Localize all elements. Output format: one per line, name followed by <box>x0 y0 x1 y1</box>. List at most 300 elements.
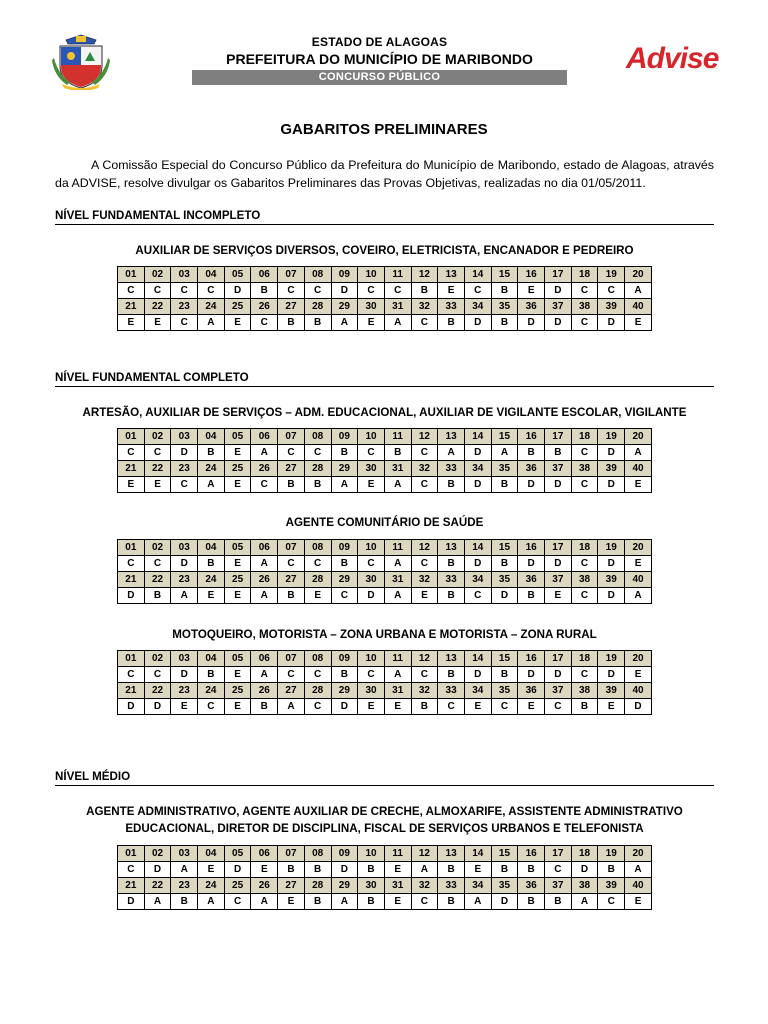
question-number-cell: 06 <box>251 429 278 445</box>
question-number-cell: 12 <box>411 846 438 862</box>
answer-cell: A <box>625 588 652 604</box>
answer-cell: A <box>411 862 438 878</box>
answer-cell: C <box>571 667 598 683</box>
question-number-cell: 21 <box>118 683 145 699</box>
question-number-cell: 09 <box>331 846 358 862</box>
question-number-cell: 16 <box>518 429 545 445</box>
question-number-cell: 39 <box>598 683 625 699</box>
answer-cell: E <box>384 894 411 910</box>
question-number-row <box>118 651 652 667</box>
answer-cell: B <box>198 445 225 461</box>
question-number-cell: 27 <box>278 461 305 477</box>
question-number-cell: 01 <box>118 846 145 862</box>
question-number-cell: 20 <box>625 540 652 556</box>
question-number-cell: 11 <box>384 540 411 556</box>
question-number-cell: 37 <box>545 878 572 894</box>
question-number-cell: 37 <box>545 461 572 477</box>
answer-cell: B <box>438 477 465 493</box>
question-number-cell: 04 <box>198 429 225 445</box>
answer-cell: C <box>598 894 625 910</box>
answer-cell: A <box>331 477 358 493</box>
question-number-cell: 06 <box>251 540 278 556</box>
answer-cell: C <box>571 556 598 572</box>
question-number-cell: 08 <box>304 267 331 283</box>
question-number-cell: 11 <box>384 846 411 862</box>
answer-cell: B <box>518 445 545 461</box>
answer-cell: B <box>491 315 518 331</box>
answer-cell: E <box>198 588 225 604</box>
question-number-cell: 17 <box>545 651 572 667</box>
answer-row <box>118 283 652 299</box>
question-number-cell: 23 <box>171 878 198 894</box>
question-number-cell: 04 <box>198 651 225 667</box>
answer-row <box>118 588 652 604</box>
answer-cell: E <box>224 556 251 572</box>
question-number-cell: 01 <box>118 540 145 556</box>
concurso-banner: CONCURSO PÚBLICO <box>192 70 567 85</box>
answer-cell: D <box>571 862 598 878</box>
answer-cell: B <box>251 699 278 715</box>
answer-cell: A <box>438 445 465 461</box>
answer-cell: C <box>545 862 572 878</box>
answer-cell: A <box>251 556 278 572</box>
question-number-cell: 21 <box>118 461 145 477</box>
answer-cell: C <box>251 477 278 493</box>
question-number-cell: 04 <box>198 846 225 862</box>
question-number-cell: 07 <box>278 651 305 667</box>
answer-cell: C <box>571 477 598 493</box>
answer-cell: C <box>571 283 598 299</box>
group-title: ARTESÃO, AUXILIAR DE SERVIÇOS – ADM. EDUCACIONAL, AUXILIAR DE VIGILANTE ESCOLAR, VIGILANTE <box>82 406 687 419</box>
answer-cell: D <box>224 283 251 299</box>
answer-cell: C <box>118 445 145 461</box>
question-number-cell: 25 <box>224 461 251 477</box>
question-number-cell: 22 <box>144 878 171 894</box>
answer-cell: B <box>331 556 358 572</box>
question-number-cell: 13 <box>438 651 465 667</box>
question-number-cell: 39 <box>598 299 625 315</box>
question-number-cell: 26 <box>251 572 278 588</box>
answer-cell: D <box>464 315 491 331</box>
question-number-cell: 25 <box>224 299 251 315</box>
answer-cell: B <box>491 556 518 572</box>
answer-cell: C <box>171 283 198 299</box>
answer-cell: C <box>304 445 331 461</box>
answer-cell: C <box>384 283 411 299</box>
question-number-cell: 38 <box>571 461 598 477</box>
answer-cell: B <box>491 283 518 299</box>
answer-cell: D <box>171 445 198 461</box>
question-number-cell: 34 <box>464 572 491 588</box>
question-number-cell: 29 <box>331 299 358 315</box>
question-number-cell: 09 <box>331 540 358 556</box>
answer-cell: C <box>411 667 438 683</box>
question-number-cell: 16 <box>518 651 545 667</box>
answer-cell: B <box>438 862 465 878</box>
answer-cell: C <box>304 667 331 683</box>
question-number-cell: 01 <box>118 429 145 445</box>
answer-row <box>118 699 652 715</box>
question-number-cell: 24 <box>198 572 225 588</box>
answer-cell: A <box>331 894 358 910</box>
answer-cell: B <box>198 556 225 572</box>
answer-cell: C <box>304 556 331 572</box>
answer-cell: E <box>144 315 171 331</box>
group-title: MOTOQUEIRO, MOTORISTA – ZONA URBANA E MOTORISTA – ZONA RURAL <box>172 628 597 641</box>
answer-cell: C <box>278 556 305 572</box>
question-number-cell: 18 <box>571 267 598 283</box>
answer-cell: D <box>464 556 491 572</box>
question-number-cell: 26 <box>251 683 278 699</box>
question-number-cell: 31 <box>384 299 411 315</box>
answer-cell: B <box>491 477 518 493</box>
answer-cell: D <box>545 556 572 572</box>
question-number-cell: 19 <box>598 267 625 283</box>
answer-cell: C <box>304 283 331 299</box>
question-number-cell: 26 <box>251 299 278 315</box>
question-number-cell: 07 <box>278 846 305 862</box>
question-number-cell: 27 <box>278 878 305 894</box>
question-number-cell: 22 <box>144 299 171 315</box>
answer-cell: D <box>598 556 625 572</box>
question-number-cell: 01 <box>118 267 145 283</box>
answer-cell: D <box>518 556 545 572</box>
answer-cell: E <box>384 862 411 878</box>
answer-cell: D <box>171 667 198 683</box>
answer-cell: D <box>491 588 518 604</box>
question-number-cell: 21 <box>118 572 145 588</box>
answer-cell: D <box>518 315 545 331</box>
answer-cell: C <box>118 283 145 299</box>
question-number-cell: 29 <box>331 572 358 588</box>
answer-cell: D <box>598 315 625 331</box>
question-number-cell: 35 <box>491 572 518 588</box>
answer-cell: E <box>384 699 411 715</box>
answer-cell: C <box>358 445 385 461</box>
question-number-cell: 36 <box>518 878 545 894</box>
document-header <box>0 0 768 100</box>
question-number-cell: 37 <box>545 683 572 699</box>
question-number-cell: 28 <box>304 683 331 699</box>
question-number-cell: 33 <box>438 572 465 588</box>
answer-cell: A <box>251 445 278 461</box>
question-number-cell: 28 <box>304 299 331 315</box>
answer-cell: C <box>118 667 145 683</box>
answer-cell: E <box>518 699 545 715</box>
question-number-cell: 28 <box>304 878 331 894</box>
question-number-cell: 15 <box>491 267 518 283</box>
question-number-row <box>118 461 652 477</box>
answer-cell: C <box>411 894 438 910</box>
answer-cell: E <box>438 283 465 299</box>
question-number-row <box>118 540 652 556</box>
question-number-cell: 12 <box>411 651 438 667</box>
question-number-cell: 13 <box>438 540 465 556</box>
answer-cell: E <box>278 894 305 910</box>
question-number-cell: 23 <box>171 299 198 315</box>
answer-row <box>118 556 652 572</box>
answer-cell: C <box>198 283 225 299</box>
answer-cell: A <box>625 445 652 461</box>
question-number-row <box>118 267 652 283</box>
answer-cell: D <box>358 588 385 604</box>
question-number-cell: 36 <box>518 461 545 477</box>
question-number-cell: 32 <box>411 461 438 477</box>
answer-cell: D <box>464 477 491 493</box>
question-number-cell: 09 <box>331 267 358 283</box>
question-number-cell: 13 <box>438 846 465 862</box>
section-heading: NÍVEL FUNDAMENTAL COMPLETO <box>55 371 714 387</box>
answer-cell: D <box>144 862 171 878</box>
question-number-cell: 30 <box>358 878 385 894</box>
question-number-cell: 11 <box>384 429 411 445</box>
question-number-cell: 06 <box>251 846 278 862</box>
question-number-cell: 20 <box>625 429 652 445</box>
question-number-cell: 22 <box>144 572 171 588</box>
question-number-cell: 19 <box>598 846 625 862</box>
answer-row <box>118 315 652 331</box>
question-number-cell: 34 <box>464 299 491 315</box>
answer-cell: E <box>625 477 652 493</box>
question-number-cell: 39 <box>598 572 625 588</box>
question-number-cell: 12 <box>411 540 438 556</box>
answer-cell: B <box>358 894 385 910</box>
question-number-cell: 33 <box>438 878 465 894</box>
question-number-cell: 14 <box>464 846 491 862</box>
question-number-row <box>118 299 652 315</box>
answer-cell: B <box>545 445 572 461</box>
question-number-cell: 05 <box>224 846 251 862</box>
question-number-cell: 16 <box>518 267 545 283</box>
answer-cell: A <box>171 588 198 604</box>
question-number-cell: 35 <box>491 461 518 477</box>
answer-cell: E <box>358 477 385 493</box>
answer-cell: A <box>384 556 411 572</box>
question-number-cell: 29 <box>331 683 358 699</box>
question-number-cell: 23 <box>171 683 198 699</box>
answer-cell: C <box>411 477 438 493</box>
question-number-cell: 10 <box>358 540 385 556</box>
answer-cell: D <box>118 588 145 604</box>
question-number-cell: 33 <box>438 461 465 477</box>
answer-cell: D <box>118 894 145 910</box>
question-number-cell: 36 <box>518 683 545 699</box>
answer-cell: C <box>358 283 385 299</box>
question-number-cell: 10 <box>358 267 385 283</box>
answer-cell: C <box>118 556 145 572</box>
answer-cell: E <box>144 477 171 493</box>
answer-cell: C <box>571 445 598 461</box>
question-number-cell: 17 <box>545 846 572 862</box>
answer-cell: B <box>438 315 465 331</box>
answer-cell: B <box>304 477 331 493</box>
answer-cell: B <box>198 667 225 683</box>
question-number-cell: 40 <box>625 461 652 477</box>
question-number-cell: 13 <box>438 267 465 283</box>
answer-cell: D <box>518 667 545 683</box>
answer-cell: E <box>625 556 652 572</box>
answer-cell: B <box>518 588 545 604</box>
answer-cell: B <box>278 588 305 604</box>
state-name: ESTADO DE ALAGOAS <box>311 35 448 49</box>
question-number-cell: 31 <box>384 572 411 588</box>
answer-cell: C <box>358 556 385 572</box>
question-number-row <box>118 878 652 894</box>
answer-cell: C <box>224 894 251 910</box>
answer-cell: D <box>144 699 171 715</box>
question-number-cell: 20 <box>625 846 652 862</box>
question-number-cell: 27 <box>278 572 305 588</box>
answer-cell: B <box>491 667 518 683</box>
answer-cell: D <box>331 862 358 878</box>
question-number-cell: 22 <box>144 683 171 699</box>
question-number-cell: 19 <box>598 429 625 445</box>
question-number-cell: 16 <box>518 846 545 862</box>
answer-cell: C <box>331 588 358 604</box>
answer-cell: A <box>571 894 598 910</box>
answer-cell: E <box>464 699 491 715</box>
question-number-cell: 17 <box>545 540 572 556</box>
answer-cell: A <box>384 315 411 331</box>
answer-cell: E <box>464 862 491 878</box>
question-number-cell: 02 <box>144 846 171 862</box>
question-number-cell: 40 <box>625 572 652 588</box>
question-number-cell: 39 <box>598 878 625 894</box>
answer-cell: B <box>304 894 331 910</box>
question-number-cell: 09 <box>331 651 358 667</box>
question-number-cell: 12 <box>411 429 438 445</box>
question-number-cell: 29 <box>331 461 358 477</box>
question-number-cell: 39 <box>598 461 625 477</box>
question-number-cell: 29 <box>331 878 358 894</box>
question-number-cell: 02 <box>144 429 171 445</box>
question-number-cell: 24 <box>198 461 225 477</box>
answer-key-table <box>117 539 652 604</box>
question-number-cell: 36 <box>518 572 545 588</box>
answer-cell: C <box>144 556 171 572</box>
answer-cell: C <box>304 699 331 715</box>
question-number-cell: 08 <box>304 540 331 556</box>
question-number-cell: 15 <box>491 651 518 667</box>
answer-cell: D <box>171 556 198 572</box>
answer-cell: A <box>625 283 652 299</box>
answer-cell: B <box>251 283 278 299</box>
question-number-cell: 11 <box>384 651 411 667</box>
answer-cell: D <box>598 445 625 461</box>
answer-cell: C <box>198 699 225 715</box>
question-number-cell: 30 <box>358 299 385 315</box>
question-number-cell: 15 <box>491 846 518 862</box>
answer-cell: D <box>625 699 652 715</box>
answer-cell: A <box>625 862 652 878</box>
answer-cell: B <box>438 894 465 910</box>
answer-cell: C <box>278 667 305 683</box>
answer-cell: B <box>518 894 545 910</box>
question-number-cell: 37 <box>545 572 572 588</box>
question-number-cell: 21 <box>118 299 145 315</box>
answer-cell: A <box>251 667 278 683</box>
answer-cell: D <box>464 445 491 461</box>
answer-cell: A <box>384 477 411 493</box>
question-number-cell: 08 <box>304 846 331 862</box>
question-number-cell: 02 <box>144 651 171 667</box>
question-number-cell: 35 <box>491 878 518 894</box>
question-number-cell: 34 <box>464 461 491 477</box>
question-number-cell: 30 <box>358 461 385 477</box>
answer-cell: C <box>118 862 145 878</box>
question-number-cell: 34 <box>464 683 491 699</box>
group-title: AGENTE COMUNITÁRIO DE SAÚDE <box>285 516 484 529</box>
answer-cell: B <box>518 862 545 878</box>
question-number-cell: 05 <box>224 267 251 283</box>
question-number-cell: 10 <box>358 846 385 862</box>
question-number-cell: 07 <box>278 540 305 556</box>
answer-cell: C <box>251 315 278 331</box>
answer-cell: D <box>598 588 625 604</box>
answer-cell: B <box>438 588 465 604</box>
municipality-name: PREFEITURA DO MUNICÍPIO DE MARIBONDO <box>226 51 533 67</box>
answer-cell: B <box>384 445 411 461</box>
question-number-cell: 38 <box>571 299 598 315</box>
answer-cell: E <box>304 588 331 604</box>
answer-cell: B <box>278 315 305 331</box>
answer-cell: B <box>545 894 572 910</box>
question-number-cell: 18 <box>571 651 598 667</box>
answer-cell: D <box>545 667 572 683</box>
question-number-cell: 31 <box>384 683 411 699</box>
answer-cell: B <box>144 588 171 604</box>
question-number-cell: 40 <box>625 299 652 315</box>
answer-cell: E <box>411 588 438 604</box>
answer-cell: A <box>384 588 411 604</box>
answer-cell: A <box>331 315 358 331</box>
question-number-cell: 15 <box>491 540 518 556</box>
section-heading: NÍVEL FUNDAMENTAL INCOMPLETO <box>55 209 714 225</box>
answer-cell: B <box>171 894 198 910</box>
answer-cell: B <box>304 862 331 878</box>
municipal-crest-icon <box>52 34 110 90</box>
question-number-cell: 30 <box>358 572 385 588</box>
question-number-cell: 03 <box>171 651 198 667</box>
question-number-row <box>118 683 652 699</box>
question-number-cell: 14 <box>464 651 491 667</box>
answer-cell: A <box>198 315 225 331</box>
question-number-cell: 32 <box>411 878 438 894</box>
answer-cell: E <box>171 699 198 715</box>
question-number-cell: 02 <box>144 540 171 556</box>
question-number-cell: 23 <box>171 572 198 588</box>
question-number-cell: 18 <box>571 846 598 862</box>
answer-cell: E <box>224 699 251 715</box>
answer-cell: B <box>278 477 305 493</box>
question-number-cell: 06 <box>251 651 278 667</box>
question-number-cell: 07 <box>278 267 305 283</box>
question-number-cell: 27 <box>278 683 305 699</box>
question-number-cell: 07 <box>278 429 305 445</box>
question-number-cell: 03 <box>171 846 198 862</box>
answer-cell: C <box>411 556 438 572</box>
answer-cell: E <box>198 862 225 878</box>
question-number-cell: 14 <box>464 540 491 556</box>
question-number-cell: 16 <box>518 540 545 556</box>
answer-cell: C <box>411 445 438 461</box>
question-number-cell: 18 <box>571 540 598 556</box>
question-number-cell: 05 <box>224 651 251 667</box>
answer-cell: C <box>171 477 198 493</box>
question-number-cell: 20 <box>625 267 652 283</box>
answer-cell: C <box>438 699 465 715</box>
answer-cell: D <box>331 283 358 299</box>
